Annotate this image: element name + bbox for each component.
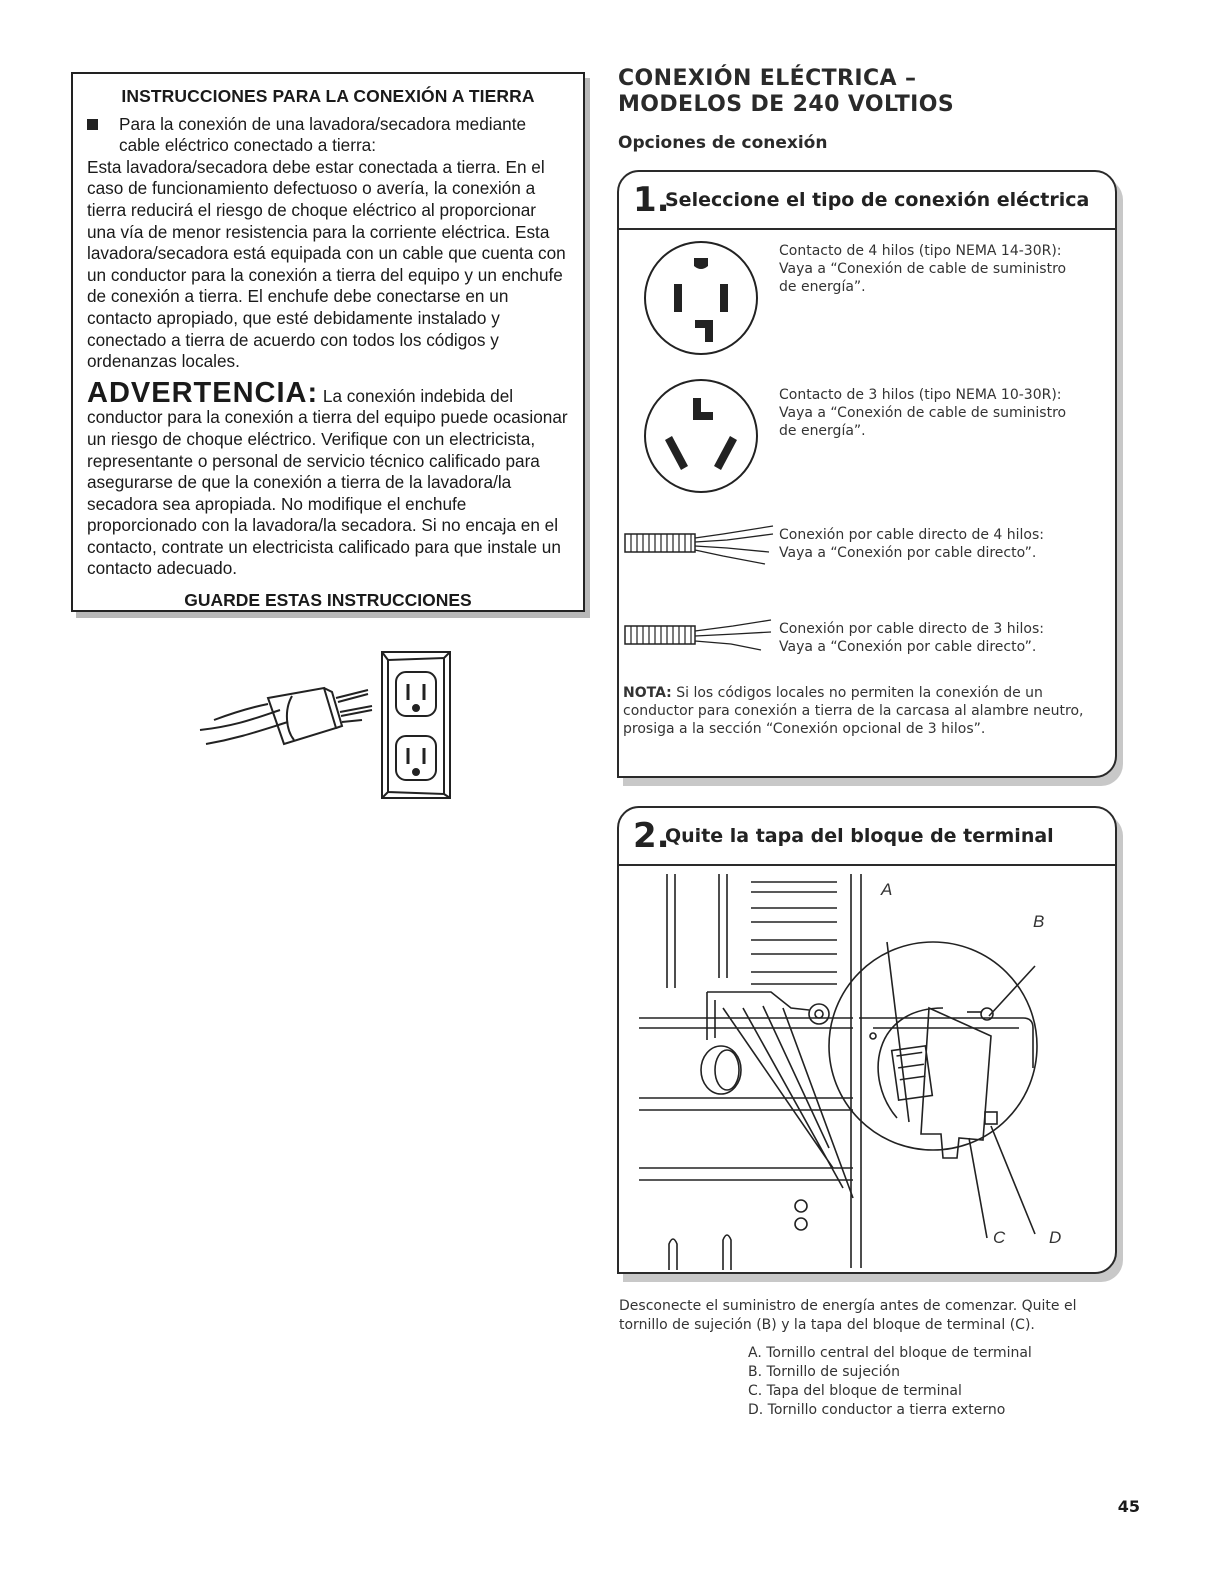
step1-number: 1. (633, 180, 670, 220)
direct-wire-4-icon (623, 522, 783, 568)
step2-legend (748, 1344, 1032, 1420)
option-3-wire-receptacle: Contacto de 3 hilos (tipo NEMA 10-30R): Vaya a “Conexión de cable de suministro de energía”. (779, 387, 1067, 439)
grounding-bullet (87, 114, 569, 157)
section-title (618, 66, 954, 118)
step1-header (619, 172, 1115, 230)
step1-box (617, 170, 1117, 778)
section-title-line1: CONEXIÓN ELÉCTRICA – (618, 66, 917, 91)
section-subtitle: Opciones de conexión (618, 133, 828, 153)
step2-header (619, 808, 1115, 866)
label-a: A (881, 880, 893, 899)
legend-item-a: A. Tornillo central del bloque de terminal (748, 1345, 1032, 1361)
option-4-wire-direct: Conexión por cable directo de 4 hilos: Vaya a “Conexión por cable directo”. (779, 527, 1044, 561)
warning-word: ADVERTENCIA: (87, 376, 319, 409)
option-4-wire-receptacle: Contacto de 4 hilos (tipo NEMA 14-30R): Vaya a “Conexión de cable de suministro de energía”. (779, 243, 1067, 295)
step1-title: Seleccione el tipo de conexión eléctrica (665, 189, 1090, 211)
grounding-bullet-text: Para la conexión de una lavadora/secadora mediante cable eléctrico conectado a tierra: (119, 113, 527, 156)
warning-text: La conexión indebida del conductor para la conexión a tierra del equipo puede ocasionar un riesgo de choque eléctrico. Verifique con un electricista, representante o personal de servicio técnico calificado para asegurarse de que la conexión a tierra de la lavadora/la secadora sea apropiada. No modifique el enchufe proporcionado con la lavadora/la secadora. Si no encaja en el contacto, contrate un electricista calificado para que instale un contacto adecuado. (87, 385, 568, 579)
step1-note (623, 684, 1093, 738)
direct-wire-3-icon (623, 614, 783, 658)
option-3-wire-direct: Conexión por cable directo de 3 hilos: Vaya a “Conexión por cable directo”. (779, 621, 1044, 655)
legend-item-c: C. Tapa del bloque de terminal (748, 1383, 962, 1399)
note-label: NOTA: (623, 685, 672, 701)
legend-item-b: B. Tornillo de sujeción (748, 1364, 900, 1380)
grounding-instructions-box (71, 72, 585, 612)
save-instructions: GUARDE ESTAS INSTRUCCIONES (184, 590, 472, 611)
grounding-title: INSTRUCCIONES PARA LA CONEXIÓN A TIERRA (121, 86, 535, 106)
warning-paragraph (87, 376, 569, 580)
step2-title: Quite la tapa del bloque de terminal (665, 825, 1054, 847)
plug-outlet-illustration (196, 648, 466, 803)
label-c: C (993, 1228, 1006, 1247)
label-b: B (1033, 912, 1045, 931)
nema-14-30r-receptacle-icon (641, 238, 761, 358)
bullet-square-icon (87, 119, 98, 130)
step2-number: 2. (633, 816, 670, 856)
step2-box (617, 806, 1117, 1274)
label-d: D (1049, 1228, 1062, 1247)
legend-item-d: D. Tornillo conductor a tierra externo (748, 1402, 1006, 1418)
grounding-paragraph: Esta lavadora/secadora debe estar conectada a tierra. En el caso de funcionamiento defectuoso o avería, la conexión a tierra reducirá el riesgo de choque eléctrico al proporcionar una vía de menor resistencia para la corriente eléctrica. Esta lavadora/secadora está equipada con un cable que cuenta con un conductor para la conexión a tierra del equipo y un enchufe de conexión a tierra. El enchufe debe conectarse en un contacto apropiado, que esté debidamente instalado y conectado a tierra de acuerdo con todos los códigos y ordenanzas locales. (87, 156, 566, 372)
nema-10-30r-receptacle-icon (641, 376, 761, 496)
page-number: 45 (1117, 1497, 1140, 1516)
step2-caption: Desconecte el suministro de energía antes de comenzar. Quite el tornillo de sujeción (B) y la tapa del bloque de terminal (C). (619, 1298, 1077, 1333)
note-text: Si los códigos locales no permiten la conexión de un conductor para conexión a tierra de la carcasa al alambre neutro, prosiga a la sección “Conexión opcional de 3 hilos”. (623, 685, 1084, 737)
section-title-line2: MODELOS DE 240 VOLTIOS (618, 92, 955, 117)
